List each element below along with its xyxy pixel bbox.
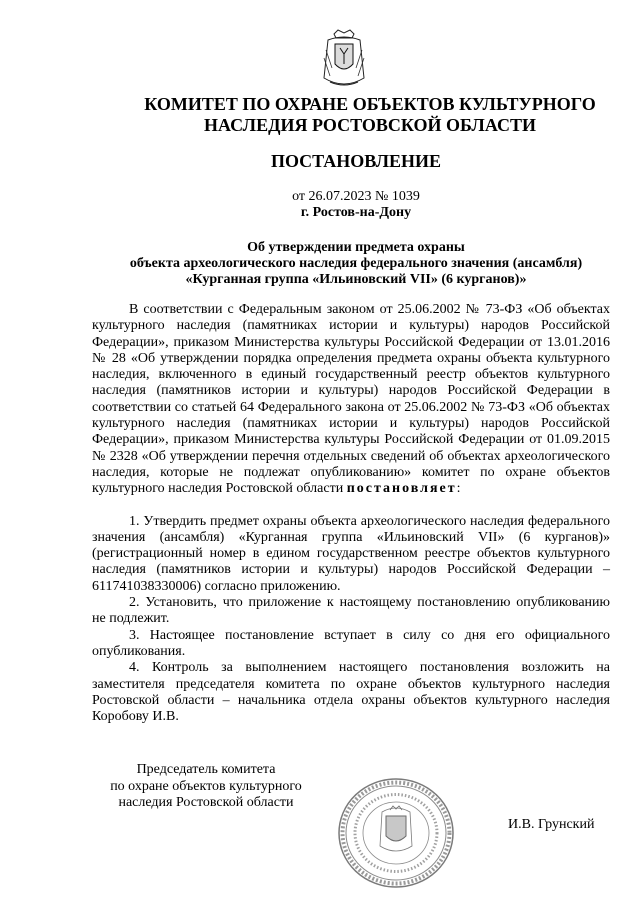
preamble-colon: : [456,481,461,497]
signatory-title-line1: Председатель комитета [136,762,276,777]
signatory-title-line3: наследия Ростовской области [118,795,294,810]
official-seal-icon [336,776,456,890]
document-subject [100,240,612,288]
decree-word: постановляет [346,481,457,497]
resolution-item-3: 3. Настоящее постановление вступает в силу со дня его официального опубликования. [92,627,610,659]
resolution-item-4: 4. Контроль за выполнением настоящего постановления возложить на заместителя председателя комитета по охране объектов культурного наследия Ростовской области – начальника отдела охраны объектов культурного наследия Коробову И.В. [92,660,610,725]
agency-name-line2: НАСЛЕДИЯ РОСТОВСКОЙ ОБЛАСТИ [204,115,536,135]
agency-name-line1: КОМИТЕТ ПО ОХРАНЕ ОБЪЕКТОВ КУЛЬТУРНОГО [144,94,596,114]
signatory-name: И.В. Грунский [508,817,595,832]
subject-line1: Об утверждении предмета охраны [247,240,465,255]
document-body [92,302,610,725]
document-city: г. Ростов-на-Дону [300,205,412,220]
preamble-text: В соответствии с Федеральным законом от 25.06.2002 № 73-ФЗ «Об объектах культурного наследия (памятниках истории и культуры) народов Российской Федерации», приказом Министерства культуры Российской Федерации от 13.01.2016 № 28 «Об утверждении порядка определения предмета охраны объекта культурного наследия, включенного в единый государственный реестр объектов культурного наследия (памятников истории и культуры) народов Российской Федерации в соответствии со статьей 64 Федерального закона от 25.06.2002 № 73-ФЗ «Об объектах культурного наследия (памятниках истории и культуры) народов Российской Федерации», приказом Министерства культуры Российской Федерации от 01.09.2015 № 2328 «Об утверждении перечня отдельных сведений об объектах археологического наследия, которые не подлежат опубликованию» комитет по охране объектов культурного наследия Ростовской области [92,302,610,497]
resolution-item-1: 1. Утвердить предмет охраны объекта археологического наследия федерального значения (ансамбля) «Курганная группа «Ильиновский VII» (6 курганов)» (регистрационный номер в едином государственном реестре объектов культурного наследия (памятников истории и культуры) народов Российской Федерации – 611741038330006) согласно приложению. [92,513,610,594]
document-date-number: от 26.07.2023 № 1039 [292,189,420,204]
subject-line3: «Курганная группа «Ильиновский VII» (6 курганов)» [185,272,527,287]
agency-name [0,94,640,136]
signatory-title-line2: по охране объектов культурного [110,778,302,794]
document-type: ПОСТАНОВЛЕНИЕ [270,151,442,171]
subject-line2: объекта археологического наследия федерального значения (ансамбля) [129,256,583,271]
signatory-title [92,762,320,812]
resolution-item-2: 2. Установить, что приложение к настоящему постановлению опубликованию не подлежит. [92,595,610,627]
preamble-paragraph [92,302,610,498]
coat-of-arms-icon [318,28,370,92]
